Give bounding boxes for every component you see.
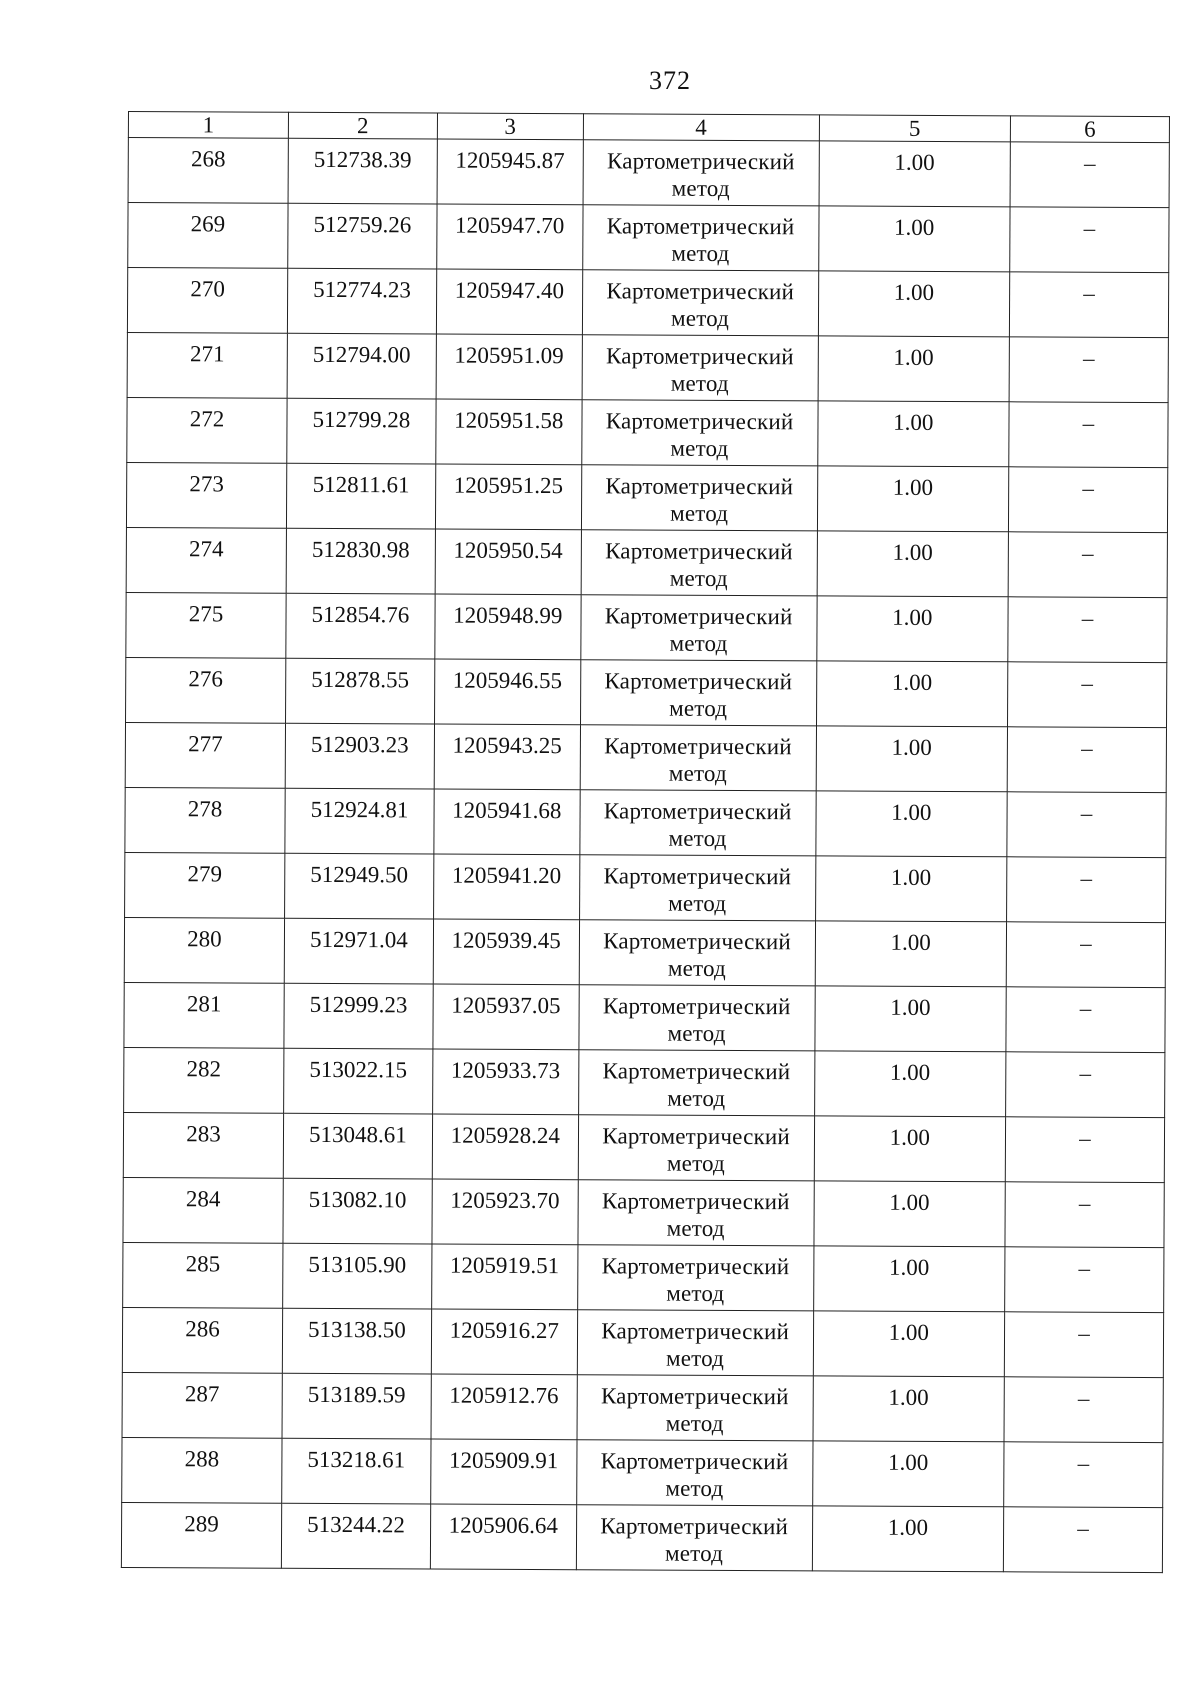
method-cell	[581, 400, 817, 466]
point-number-cell: 279	[125, 852, 285, 918]
method-line-1: Картометрический	[604, 668, 793, 695]
x-coordinate-cell: 513244.22	[281, 1503, 430, 1569]
method-cell	[578, 1050, 814, 1116]
method-line-1: Картометрический	[600, 1383, 789, 1410]
method-line-2: метод	[668, 890, 727, 916]
method-cell	[577, 1310, 813, 1376]
method-cell	[582, 205, 818, 271]
table-row	[126, 592, 1167, 662]
accuracy-cell: 1.00	[819, 141, 1011, 207]
note-cell: –	[1005, 1182, 1164, 1248]
point-number-cell: 283	[123, 1112, 283, 1178]
point-number-cell: 273	[126, 462, 286, 528]
table-row	[126, 657, 1167, 727]
x-coordinate-cell: 512794.00	[287, 333, 436, 399]
table-row	[125, 787, 1166, 857]
method-line-1: Картометрический	[604, 733, 792, 760]
point-number-cell: 282	[124, 1047, 284, 1113]
method-line-1: Картометрический	[600, 1448, 789, 1475]
point-number-cell: 278	[125, 787, 285, 853]
page-number: 372	[649, 66, 691, 95]
accuracy-cell: 1.00	[816, 726, 1008, 792]
y-coordinate-cell: 1205909.91	[431, 1439, 577, 1505]
y-coordinate-cell: 1205946.55	[434, 659, 580, 725]
method-line-2: метод	[668, 760, 727, 786]
accuracy-cell: 1.00	[814, 1116, 1006, 1182]
header-cell-2: 2	[288, 112, 437, 139]
method-line-2: метод	[668, 825, 727, 851]
x-coordinate-cell: 513048.61	[283, 1113, 432, 1179]
accuracy-cell: 1.00	[817, 401, 1009, 467]
accuracy-cell: 1.00	[816, 661, 1008, 727]
y-coordinate-cell: 1205947.40	[436, 269, 582, 335]
y-coordinate-cell: 1205939.45	[433, 919, 579, 985]
note-cell: –	[1005, 1247, 1164, 1313]
point-number-cell: 289	[121, 1502, 281, 1568]
point-number-cell: 288	[122, 1437, 282, 1503]
method-cell	[578, 1180, 814, 1246]
header-cell-4: 4	[583, 114, 819, 141]
y-coordinate-cell: 1205906.64	[430, 1504, 576, 1570]
note-cell: –	[1007, 792, 1166, 858]
method-line-1: Картометрический	[603, 798, 792, 825]
method-cell	[581, 530, 817, 596]
method-cell	[581, 465, 817, 531]
method-line-2: метод	[667, 955, 727, 981]
accuracy-cell: 1.00	[812, 1506, 1004, 1572]
method-line-1: Картометрический	[605, 408, 794, 435]
accuracy-cell: 1.00	[816, 596, 1008, 662]
x-coordinate-cell: 512811.61	[286, 463, 435, 529]
note-cell: –	[1007, 857, 1166, 923]
y-coordinate-cell: 1205947.70	[437, 204, 583, 270]
y-coordinate-cell: 1205933.73	[432, 1049, 578, 1115]
method-line-2: метод	[669, 630, 728, 656]
point-number-cell: 270	[127, 268, 287, 334]
accuracy-cell: 1.00	[812, 1441, 1004, 1507]
x-coordinate-cell: 513138.50	[282, 1308, 431, 1374]
method-cell	[582, 270, 818, 336]
method-line-2: метод	[664, 1540, 724, 1566]
method-line-2: метод	[667, 1020, 726, 1046]
method-line-1: Картометрический	[601, 1318, 790, 1345]
accuracy-cell: 1.00	[813, 1376, 1005, 1442]
method-line-2: метод	[665, 1475, 724, 1501]
header-cell-1: 1	[128, 112, 288, 139]
table-row	[127, 332, 1168, 402]
note-cell: –	[1009, 402, 1168, 468]
point-number-cell: 276	[126, 657, 286, 723]
note-cell: –	[1008, 597, 1167, 663]
method-line-2: метод	[669, 695, 728, 721]
y-coordinate-cell: 1205950.54	[435, 529, 581, 595]
method-line-1: Картометрический	[606, 278, 795, 305]
method-line-1: Картометрический	[602, 1058, 791, 1085]
y-coordinate-cell: 1205912.76	[431, 1374, 577, 1440]
x-coordinate-cell: 512854.76	[286, 593, 435, 659]
note-cell: –	[1004, 1312, 1163, 1378]
table-row	[126, 462, 1167, 532]
method-line-1: Картометрический	[606, 213, 795, 240]
method-line-2: метод	[670, 435, 729, 461]
accuracy-cell: 1.00	[818, 271, 1010, 337]
table-row	[124, 917, 1165, 987]
method-line-2: метод	[666, 1280, 725, 1306]
point-number-cell: 268	[128, 138, 288, 204]
table-row	[128, 138, 1169, 208]
y-coordinate-cell: 1205916.27	[431, 1309, 577, 1375]
x-coordinate-cell: 513218.61	[282, 1438, 431, 1504]
note-cell: –	[1009, 337, 1168, 403]
x-coordinate-cell: 512971.04	[284, 918, 433, 984]
y-coordinate-cell: 1205941.68	[434, 789, 580, 855]
table-row	[128, 203, 1169, 273]
method-line-2: метод	[666, 1150, 726, 1176]
table-row	[125, 852, 1166, 922]
x-coordinate-cell: 512738.39	[288, 138, 437, 204]
table-row	[124, 1047, 1165, 1117]
method-cell	[579, 855, 815, 921]
note-cell: –	[1006, 922, 1165, 988]
method-line-1: Картометрический	[601, 1188, 790, 1215]
point-number-cell: 274	[126, 527, 286, 593]
accuracy-cell: 1.00	[813, 1311, 1005, 1377]
method-line-1: Картометрический	[606, 148, 795, 175]
method-cell	[578, 1115, 814, 1181]
method-line-2: метод	[667, 1085, 726, 1111]
method-cell	[580, 725, 816, 791]
y-coordinate-cell: 1205941.20	[433, 854, 579, 920]
note-cell: –	[1010, 207, 1169, 273]
point-number-cell: 284	[123, 1177, 283, 1243]
header-cell-3: 3	[437, 113, 583, 140]
point-number-cell: 275	[126, 592, 286, 658]
method-line-2: метод	[671, 175, 730, 201]
coordinates-table	[121, 111, 1170, 1573]
method-line-1: Картометрический	[600, 1513, 789, 1540]
x-coordinate-cell: 512830.98	[286, 528, 435, 594]
accuracy-cell: 1.00	[817, 531, 1009, 597]
table-row	[126, 527, 1167, 597]
method-line-1: Картометрический	[605, 473, 794, 500]
table-row	[127, 268, 1168, 338]
table-row	[124, 982, 1165, 1052]
method-line-2: метод	[670, 370, 729, 396]
point-number-cell: 277	[125, 722, 285, 788]
y-coordinate-cell: 1205951.09	[436, 334, 582, 400]
accuracy-cell: 1.00	[818, 336, 1010, 402]
table-row	[125, 722, 1166, 792]
point-number-cell: 286	[122, 1307, 282, 1373]
x-coordinate-cell: 513022.15	[284, 1048, 433, 1114]
point-number-cell: 272	[127, 397, 287, 463]
table-body	[121, 138, 1169, 1573]
note-cell: –	[1008, 467, 1167, 533]
note-cell: –	[1007, 727, 1166, 793]
method-line-1: Картометрический	[601, 1253, 790, 1280]
method-line-1: Картометрический	[603, 928, 791, 955]
y-coordinate-cell: 1205937.05	[433, 984, 579, 1050]
accuracy-cell: 1.00	[814, 1051, 1006, 1117]
accuracy-cell: 1.00	[815, 856, 1007, 922]
accuracy-cell: 1.00	[813, 1246, 1005, 1312]
method-line-1: Картометрический	[605, 538, 793, 565]
note-cell: –	[1007, 662, 1166, 728]
method-line-2: метод	[665, 1410, 724, 1436]
y-coordinate-cell: 1205945.87	[437, 139, 583, 205]
note-cell: –	[1005, 1117, 1164, 1183]
method-line-2: метод	[666, 1215, 725, 1241]
note-cell: –	[1004, 1377, 1163, 1443]
table-row	[122, 1307, 1163, 1377]
method-cell	[580, 595, 816, 661]
y-coordinate-cell: 1205923.70	[432, 1179, 578, 1245]
note-cell: –	[1004, 1442, 1163, 1508]
method-line-2: метод	[670, 500, 729, 526]
note-cell: –	[1003, 1507, 1162, 1573]
method-cell	[576, 1440, 812, 1506]
accuracy-cell: 1.00	[814, 986, 1006, 1052]
point-number-cell: 281	[124, 982, 284, 1048]
method-line-1: Картометрический	[605, 343, 794, 370]
method-cell	[580, 660, 816, 726]
method-line-2: метод	[671, 240, 730, 266]
note-cell: –	[1009, 272, 1168, 338]
y-coordinate-cell: 1205919.51	[431, 1244, 577, 1310]
y-coordinate-cell: 1205928.24	[432, 1114, 578, 1180]
table-row	[127, 397, 1168, 467]
method-cell	[580, 790, 816, 856]
method-cell	[579, 985, 815, 1051]
accuracy-cell: 1.00	[814, 1181, 1006, 1247]
method-cell	[583, 140, 819, 206]
table-row	[123, 1177, 1164, 1247]
table-row	[122, 1437, 1163, 1507]
header-cell-5: 5	[819, 115, 1010, 142]
x-coordinate-cell: 512903.23	[285, 723, 434, 789]
point-number-cell: 271	[127, 332, 287, 398]
method-cell	[582, 335, 818, 401]
method-line-1: Картометрический	[602, 1123, 791, 1150]
point-number-cell: 280	[124, 917, 284, 983]
x-coordinate-cell: 512924.81	[285, 788, 434, 854]
note-cell: –	[1006, 987, 1165, 1053]
x-coordinate-cell: 513082.10	[283, 1178, 432, 1244]
note-cell: –	[1008, 532, 1167, 598]
y-coordinate-cell: 1205951.58	[436, 399, 582, 465]
table-row	[122, 1372, 1163, 1442]
accuracy-cell: 1.00	[817, 466, 1009, 532]
method-line-1: Картометрический	[604, 603, 793, 630]
accuracy-cell: 1.00	[815, 921, 1007, 987]
note-cell: –	[1010, 142, 1169, 208]
table-row	[123, 1112, 1164, 1182]
header-cell-6: 6	[1010, 116, 1169, 143]
point-number-cell: 269	[128, 203, 288, 269]
x-coordinate-cell: 512774.23	[287, 268, 436, 334]
x-coordinate-cell: 513189.59	[282, 1373, 431, 1439]
table-row	[121, 1502, 1162, 1572]
point-number-cell: 287	[122, 1372, 282, 1438]
x-coordinate-cell: 512759.26	[288, 203, 437, 269]
method-cell	[576, 1505, 812, 1571]
method-line-1: Картометрический	[602, 993, 791, 1020]
y-coordinate-cell: 1205943.25	[434, 724, 580, 790]
method-line-2: метод	[665, 1345, 725, 1371]
method-cell	[579, 920, 815, 986]
y-coordinate-cell: 1205951.25	[435, 464, 581, 530]
accuracy-cell: 1.00	[815, 791, 1007, 857]
method-line-2: метод	[671, 305, 730, 331]
x-coordinate-cell: 512799.28	[287, 398, 436, 464]
x-coordinate-cell: 512949.50	[285, 853, 434, 919]
x-coordinate-cell: 513105.90	[283, 1243, 432, 1309]
method-line-1: Картометрический	[603, 863, 792, 890]
point-number-cell: 285	[123, 1242, 283, 1308]
note-cell: –	[1006, 1052, 1165, 1118]
method-cell	[577, 1375, 813, 1441]
accuracy-cell: 1.00	[818, 206, 1010, 272]
table-row	[123, 1242, 1164, 1312]
method-cell	[577, 1245, 813, 1311]
x-coordinate-cell: 512999.23	[284, 983, 433, 1049]
x-coordinate-cell: 512878.55	[285, 658, 434, 724]
method-line-2: метод	[669, 565, 728, 591]
y-coordinate-cell: 1205948.99	[435, 594, 581, 660]
